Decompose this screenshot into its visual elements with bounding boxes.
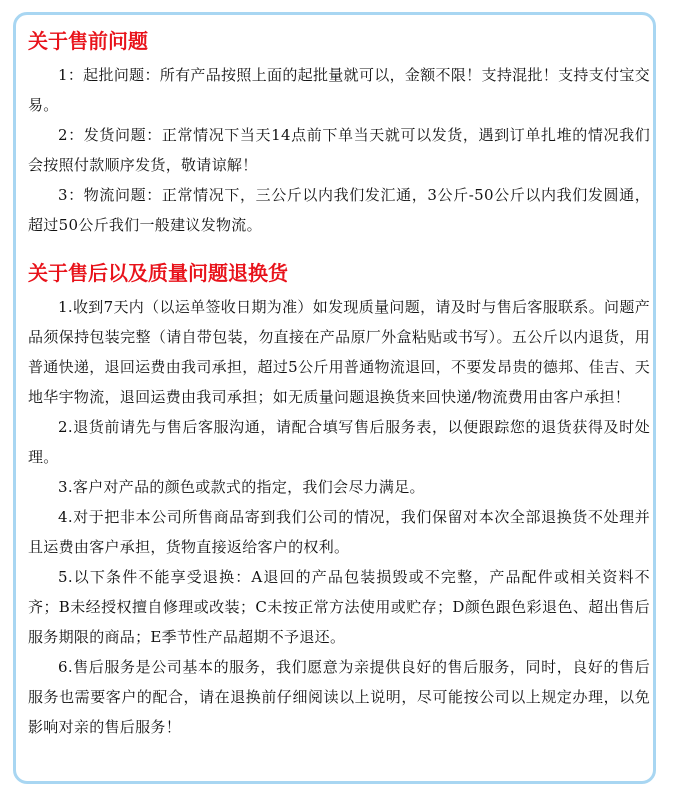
aftersale-item-service: 6.售后服务是公司基本的服务，我们愿意为亲提供良好的售后服务，同时，良好的售后服务也需要客户的配合，请在退换前仔细阅读以上说明，尽可能按公司以上规定办理，以免影响对亲的售后服务！ bbox=[28, 658, 650, 736]
presale-title: 关于售前问题 bbox=[28, 29, 148, 53]
aftersale-item-conditions: 5.以下条件不能享受退换：A退回的产品包装损毁或不完整，产品配件或相关资料不齐；B未经授权擅自修理或改装；C未按正常方法使用或贮存；D颜色跟色彩退色、超出售后服务期限的商品；E季节性产品超期不予退还。 bbox=[28, 568, 650, 646]
presale-item-shipping: 2：发货问题：正常情况下当天14点前下单当天就可以发货，遇到订单扎堆的情况我们会按照付款顺序发货，敬请谅解！ bbox=[28, 126, 650, 174]
aftersale-item-foreign-goods: 4.对于把非本公司所售商品寄到我们公司的情况，我们保留对本次全部退换货不处理并且运费由客户承担，货物直接返给客户的权利。 bbox=[28, 508, 650, 556]
presale-item-batch: 1：起批问题：所有产品按照上面的起批量就可以，金额不限！支持混批！支持支付宝交易。 bbox=[28, 66, 650, 114]
aftersale-title: 关于售后以及质量问题退换货 bbox=[28, 261, 288, 285]
aftersale-item-color: 3.客户对产品的颜色或款式的指定，我们会尽力满足。 bbox=[58, 478, 425, 496]
presale-item-logistics: 3：物流问题：正常情况下，三公斤以内我们发汇通，3公斤-50公斤以内我们发圆通，超过50公斤我们一般建议发物流。 bbox=[28, 186, 650, 234]
aftersale-item-quality: 1.收到7天内（以运单签收日期为准）如发现质量问题，请及时与售后客服联系。问题产品须保持包装完整（请自带包装，勿直接在产品原厂外盒粘贴或书写）。五公斤以内退货，用普通快递，退回运费由我司承担，超过5公斤用普通物流退回，不要发昂贵的德邦、佳吉、天地华宇物流，退回运费由我司承担；如无质量问题退换货来回快递/物流费用由客户承担！ bbox=[28, 298, 650, 406]
aftersale-item-contact: 2.退货前请先与售后客服沟通，请配合填写售后服务表，以便跟踪您的退货获得及时处理。 bbox=[28, 418, 650, 466]
notice-content bbox=[28, 28, 650, 742]
